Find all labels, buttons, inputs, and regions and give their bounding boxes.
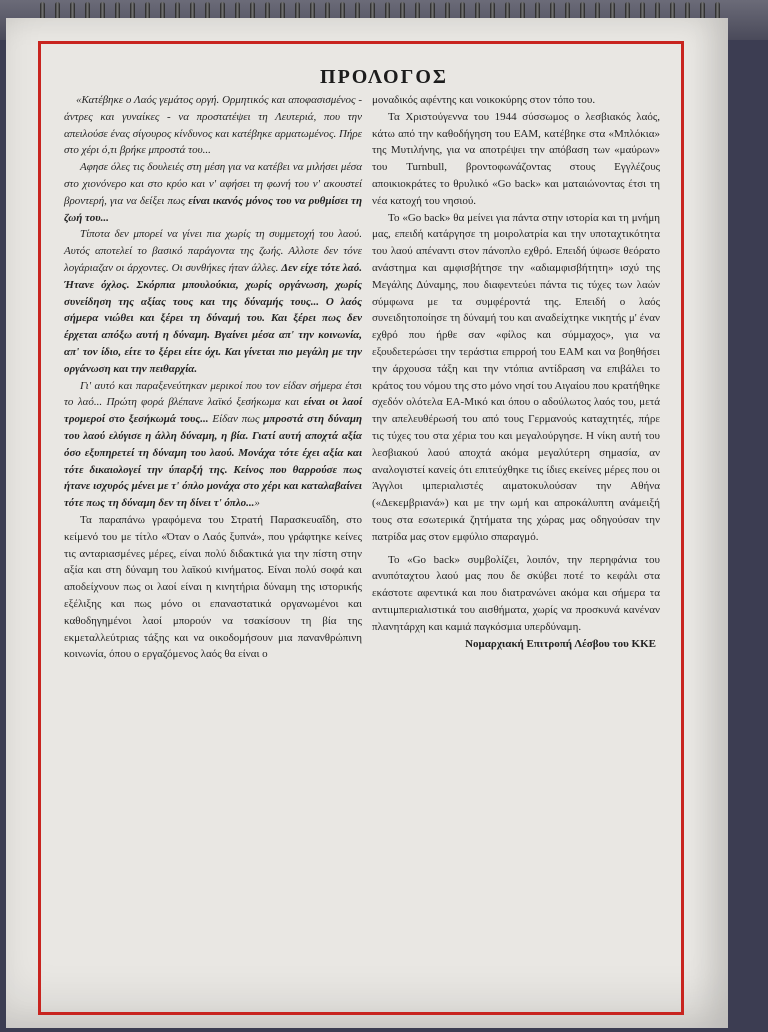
bold-text-run: μπροστά στη δύναμη του λαού ελύγισε η άλλη δύναμη, η βία. Γιατί αυτή αποχτά αξία όσο εξυπηρετεί τη δύναμη του λαού. Μονάχα τότε έχει αξία και τότε δικαιολογεί την ύπαρξή της. Κείνος που θαρρούσε πως ήτανε ισχυρός μένει με τ' όπλο μονάχα στο χέρι και καταλαβαίνει τότε πως τη δύναμη δεν τη δίνει τ' όπλο... <box>64 413 362 510</box>
body-paragraph-go-back: Το «Go back» θα μείνει για πάντα στην ιστορία και τη μνήμη μας, επειδή κατάργησε τη μοιρολατρία και την υποταχτικότητα του λαού απέναντι στον πάνοπλο εχθρό. Επειδή ύψωσε θεόρατο ανάστημα και αμφισβήτησε την «αδιαμφισβήτητη» ισχύ της Μεγάλης Δύναμης, που διαφεντεύει πάντα τις τύχες των λαών σύμφωνα με τα συμφέροντά της. Επειδή ο λαός συνειδητοποίησε τη δύναμή του και αναδείχτηκε νικητής μ' έναν εχθρό που ήρθε σαν «φίλος και σύμμαχος», για να εξουδετερώσει την τεράστια επιρροή του ΕΑΜ και να βοηθήσει την άρχουσα τάξη και την ντόπια αντίδραση να επιβάλει το κράτος του νόμου της στο μόνο νησί του Αιγαίου που κρατήθηκε σχεδόν ολότελα ΕΑ-Μικό και όπου ο αδούλωτος λαός του, μετά την απελευθέρωσή του από τους Γερμανούς καταχτητές, πήρε τις τύχες του στα χέρια του και μεγαλούργησε. Η νίκη αυτή του λεσβιακού λαού αποχτά ακόμα μεγαλύτερη σημασία, αν αναλογιστεί κανείς ότι επιτεύχθηκε τις ίδιες εκείνες μέρες που οι Άγγλοι ιμπεριαλιστές αιματοκυλούσαν την Αθήνα («Δεκεμβριανά») και με την ωμή και απροκάλυπτη ανάμειξή τους στα εσωτερικά ζητήματα της χώρας μας οδηγούσαν την πατρίδα μας στον εμφύλιο σπαραγμό. <box>372 211 660 543</box>
right-column <box>372 92 660 652</box>
quote-paragraph-1 <box>64 92 362 159</box>
left-column <box>64 92 362 663</box>
quote-paragraph-4 <box>64 378 362 512</box>
body-paragraph-christmas-1944: Τα Χριστούγεννα του 1944 σύσσωμος ο λεσβιακός λαός, κάτω από την καθοδήγηση του ΕΑΜ, κατέβηκε στα «Μπλόκια» της Μυτιλήνης, για να αποτρέψει την απόβαση των «μαύρων» του Turnbull, βροντοφωνάζοντας στους Εγγλέζους αποικιοκράτες το θρυλικό «Go back» και ματαιώνοντας έτσι τη νέα κατοχή του νησιού. <box>372 110 660 207</box>
text-run: Αφησε όλες τις δουλειές στη μέση για να κατέβει να μιλήσει μέσα στο χιονόνερο και στο κρύο και ν' αφήσει τη φωνή του ν' ακουστεί βροντερή, για να δείξει πως <box>64 161 362 207</box>
body-paragraph-symbolism: Το «Go back» συμβολίζει, λοιπόν, την περηφάνια του ανυπόταχτου λαού μας που δε σκύβει ποτέ το κεφάλι στα εκάστοτε αφεντικά και που διατρανώνει ακόμα και σήμερα τα αντιιμπεριαλιστικά του αισθήματα, χωρίς να προσκυνά κανέναν πλανητάρχη και καμιά παγκόσμια υπερδύναμη. <box>372 553 660 633</box>
signature: Νομαρχιακή Επιτροπή Λέσβου του ΚΚΕ <box>465 637 656 650</box>
text-run: » <box>254 497 260 510</box>
text-run: «Κατέβηκε ο Λαός γεμάτος οργή. Ορμητικός και αποφασισμένος - άντρες και γυναίκες - να προστατέψει τη Λευτεριά, που την απειλούσε ένας σίγουρος κίνδυνος και κατέβηκε αρματωμένος. Πήρε στο χέρι ό,τι βρήκε μπροστά του... <box>64 94 362 157</box>
bold-text-run: είναι οι λαοί τρομεροί στο ξεσήκωμά τους... <box>64 396 362 426</box>
page-title: ΠΡΟΛΟΓΟΣ <box>320 66 448 88</box>
text-run: Γι' αυτό και παραξενεύτηκαν μερικοί που τον είδαν σήμερα έτσι το λαό... Πρώτη φορά βλέπανε λαϊκό ξεσήκωμα και <box>64 379 362 409</box>
text-run: Είδαν πως <box>208 413 264 426</box>
continued-paragraph: μοναδικός αφέντης και νοικοκύρης στον τόπο του. <box>372 94 596 106</box>
quote-paragraph-3 <box>64 226 362 377</box>
bold-text-run: είναι ικανός μόνος του να ρυθμίσει τη ζωή του... <box>64 194 362 224</box>
body-paragraph: Τα παραπάνω γραφόμενα του Στρατή Παρασκευαΐδη, στο κείμενό του με τίτλο «Όταν ο Λαός ξυπνά», που γράφτηκε κείνες τις ανταριασμένες μέρες, είναι πολύ διδακτικά για την πίστη στην αξία και στη δύναμη του λαϊκού κινήματος. Είναι πολύ σοφά και αποδείχνουν πως οι λαοί είναι η κινητήρια δύναμη της ιστορικής εξέλιξης και πως μόνο οι επαναστατικά οργανωμένοι και καθοδηγημένοι λαοί μπορούν να τσακίσουν τη βία της εκμεταλλεύτριας τάξης και να οικοδομήσουν μια πανανθρώπινη κοινωνία, όπου ο εργαζόμενος λαός θα είναι ο <box>64 513 362 661</box>
bold-text-run: Δεν είχε τότε λαό. Ήτανε όχλος. Σκόρπια μπουλούκια, χωρίς οργάνωση, χωρίς συνείδηση της αξίας τους και της δύναμής τους... Ο λαός σήμερα νιώθει και ξέρει τη δύναμή του. Και ξέρει πως δεν έρχεται απόξω αυτή η δύναμη. Βγαίνει μέσα απ' την κοινωνία, απ' τον ίδιο, είτε το ξέρει είτε όχι. Και γίνεται πιο μεγάλη με την οργάνωση και την πειθαρχία. <box>64 261 362 375</box>
text-run: Τίποτα δεν μπορεί να γίνει πια χωρίς τη συμμετοχή του λαού. Αυτός αποτελεί το βασικό παράγοντα της ζωής. Αλλοτε δεν τόνε λογάριαζαν οι άρχοντες. Οι συνθήκες ήταν άλλες. <box>64 228 362 274</box>
quote-paragraph-2 <box>64 159 362 226</box>
